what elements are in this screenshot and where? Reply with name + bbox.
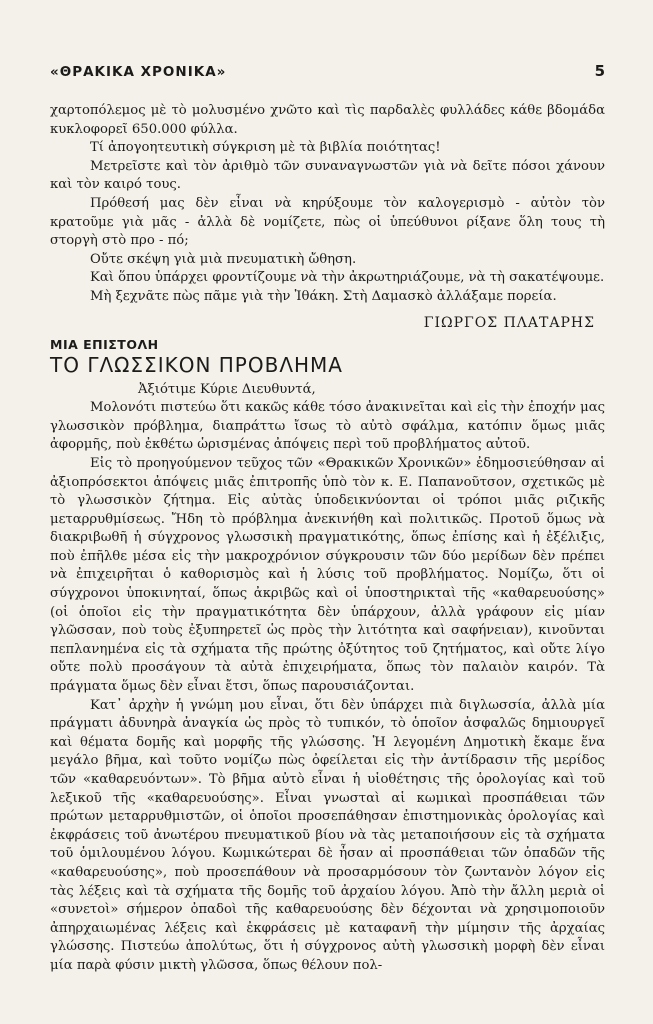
body-paragraph: Τί ἀπογοητευτικὴ σύγκριση μὲ τὰ βιβλία ποιότητας! [90,140,441,156]
section-label: ΜΙΑ ΕΠΙΣΤΟΛΗ [50,336,159,352]
body-paragraph: Κατ᾽ ἀρχὴν ἡ γνώμη μου εἶναι, ὅτι δὲν ὑπάρχει πιὰ διγλωσσία, ἀλλὰ μία πράγματι ἀδυνηρὰ ἀναγκία ὡς πρὸς τὸ τυπικόν, τὸ ὁποῖον ἀσφαλῶς δημιουργεῖ καὶ θέματα δομῆς καὶ μορφῆς τῆς γλώσσης. Ἡ λεγομένη Δημοτικὴ ἔκαμε ἕνα μεγάλο βῆμα, καὶ τοῦτο νομίζω πὼς ὀφείλεται εἰς τὴν ἀντίδρασιν τῆς μερίδος τῶν «καθαρευόντων». Τὸ βῆμα αὐτὸ εἶναι ἡ υἱοθέτησις τῆς ὁρολογίας καὶ τοῦ λεξικοῦ τῆς «καθαρευούσης». Εἶναι γνωσταὶ αἱ κωμικαὶ προσπάθειαι τῶν πρώτων μεταρρυθμιστῶν, οἱ ὁποῖοι προσεπάθησαν ἐπιστημονικὰς ὁρολογίας καὶ ἐκφράσεις τοῦ ἀνωτέρου πνευματικοῦ βίου νὰ τὰς μεταποιήσουν εἰς τὰ σχήματα τοῦ ὁμιλουμένου λόγου. Κωμικώτεραι δὲ ἦσαν αἱ προσπάθειαι τῶν ὀπαδῶν τῆς «καθαρευούσης», ποὺ προσεπάθουν νὰ προσαρμόσουν τὸν ζωντανὸν λόγον εἰς τὰς λέξεις καὶ τὰ σχήματα τῆς δομῆς τοῦ ἀρχαίου λόγου. Ἀπὸ τὴν ἄλλη μεριὰ οἱ «συνετοὶ» σήμερον ὀπαδοὶ τῆς καθαρευούσης δὲν δέχονται νὰ χρησιμοποιοῦν ἀπηρχαιωμένας λέξεις καὶ ἐκφράσεις μὲ καταφανῆ τὴν μίμησιν τῆς ἀρχαίας γλώσσης. Πιστεύω ἀπολύτως, ὅτι ἡ σύγχρονος αὐτὴ γλωσσικὴ μορφὴ δὲν εἶναι μία παρὰ φύσιν μικτὴ γλῶσσα, ὅπως θέλουν πολ- [50,697,605,973]
body-paragraph: Μὴ ξεχνᾶτε πὼς πᾶμε γιὰ τὴν Ἰθάκη. Στὴ Δαμασκὸ ἀλλάξαμε πορεία. [90,288,557,304]
letter-article [50,337,605,976]
previous-article-ending [50,102,605,331]
page-number: 5 [594,62,605,80]
body-paragraph: Μολονότι πιστεύω ὅτι κακῶς κάθε τόσο ἀνακινεῖται καὶ εἰς τὴν ἐποχήν μας γλωσσικὸν πρόβλημα, διαπράττω ἴσως τὸ αὐτὸ σφάλμα, κατόπιν ὅμως μιᾶς ἀφορμῆς, ποὺ ἐκθέτω ὡρισμένας ἀπόψεις περὶ τοῦ προβλήματος αὐτοῦ. [50,400,605,453]
body-paragraph: Οὔτε σκέψη γιὰ μιὰ πνευματικὴ ὤθηση. [90,251,357,267]
letter-salutation: Ἀξιότιμε Κύριε Διευθυντά, [138,381,316,397]
body-paragraph: Καὶ ὅπου ὑπάρχει φροντίζουμε νὰ τὴν ἀκρωτηριάζουμε, νὰ τὴ σακατέψουμε. [90,270,605,286]
running-header [50,62,605,80]
body-paragraph: Εἰς τὸ προηγούμενον τεῦχος τῶν «Θρακικῶν Χρονικῶν» ἐδημοσιεύθησαν αἱ ἀξιοπρόσεκτοι ἀπόψεις μιᾶς ἐπιτροπῆς ὑπὸ τὸν κ. Ε. Παπανοῦτσον, σχετικῶς μὲ τὸ γλωσσικὸν ζήτημα. Εἰς αὐτὰς ὑποδεικνύονται οἱ τρόποι μιᾶς ριζικῆς μεταρρυθμίσεως. Ἤδη τὸ πρόβλημα ἀνεκινήθη καὶ πολιτικῶς. Προτοῦ ὅμως νὰ διακριβωθῆ ἡ σύγχρονος γλωσσικὴ πραγματικότης, ὅπως ἐπίσης καὶ ἡ ἐξέλιξις, ποὺ ἐπῆλθε μέσα εἰς τὴν μακροχρόνιον σύγκρουσιν τῶν δύο μερίδων δὲν πρέπει νὰ ἐπιχειρῆται ὁ καθορισμὸς καὶ ἡ λύσις τοῦ προβλήματος. Νομίζω, ὅτι οἱ σύγχρονοι ὑποκινηταί, ὅπως ἀκριβῶς καὶ οἱ ὑποστηρικταὶ τῆς «καθαρευούσης» (οἱ ὁποῖοι εἰς τὴν πραγματικότητα δὲν ὑπάρχουν, ἀλλὰ γράφουν εἰς μίαν γλῶσσαν, ποὺ τοὺς ἐξυπηρετεῖ ὡς πρὸς τὴν λιτότητα καὶ σαφήνειαν), κινοῦνται πεπλανημένα εἰς τὰ σχήματα τῆς πρώτης ὀξύτητος τοῦ ζητήματος, καὶ οὔτε λίγο οὔτε πολὺ προσάγουν τὰ αὐτὰ ἐπιχειρήματα, ὅπως τὸν παλαιὸν καιρόν. Τὰ πράγματα ὅμως δὲν εἶναι ἔτσι, ὅπως παρουσιάζονται. [50,455,605,695]
body-paragraph: χαρτοπόλεμος μὲ τὸ μολυσμένο χνῶτο καὶ τὶς παρδαλὲς φυλλάδες κάθε βδομάδα κυκλοφορεῖ 650.000 φύλλα. [50,103,605,137]
body-paragraph: Μετρεῖστε καὶ τὸν ἀριθμὸ τῶν συναναγνωστῶν γιὰ νὰ δεῖτε πόσοι χάνουν καὶ τὸν καιρό τους. [50,158,605,193]
author-signature: ΓΙΩΡΓΟΣ ΠΛΑΤΑΡΗΣ [423,314,595,331]
body-paragraph: Πρόθεσή μας δὲν εἶναι νὰ κηρύξουμε τὸν καλογερισμὸ - αὐτὸν τὸν κρατοῦμε γιὰ μᾶς - ἀλλὰ δὲ νομίζετε, πὼς οἱ ὑπεύθυνοι ρίξανε ὅλη τους τὴ στοργὴ στὸ προ - πό; [50,195,605,249]
journal-title: «ΘΡΑΚΙΚΑ ΧΡΟΝΙΚΑ» [50,64,227,80]
article-title: ΤΟ ΓΛΩΣΣΙΚΟΝ ΠΡΟΒΛΗΜΑ [50,352,343,377]
